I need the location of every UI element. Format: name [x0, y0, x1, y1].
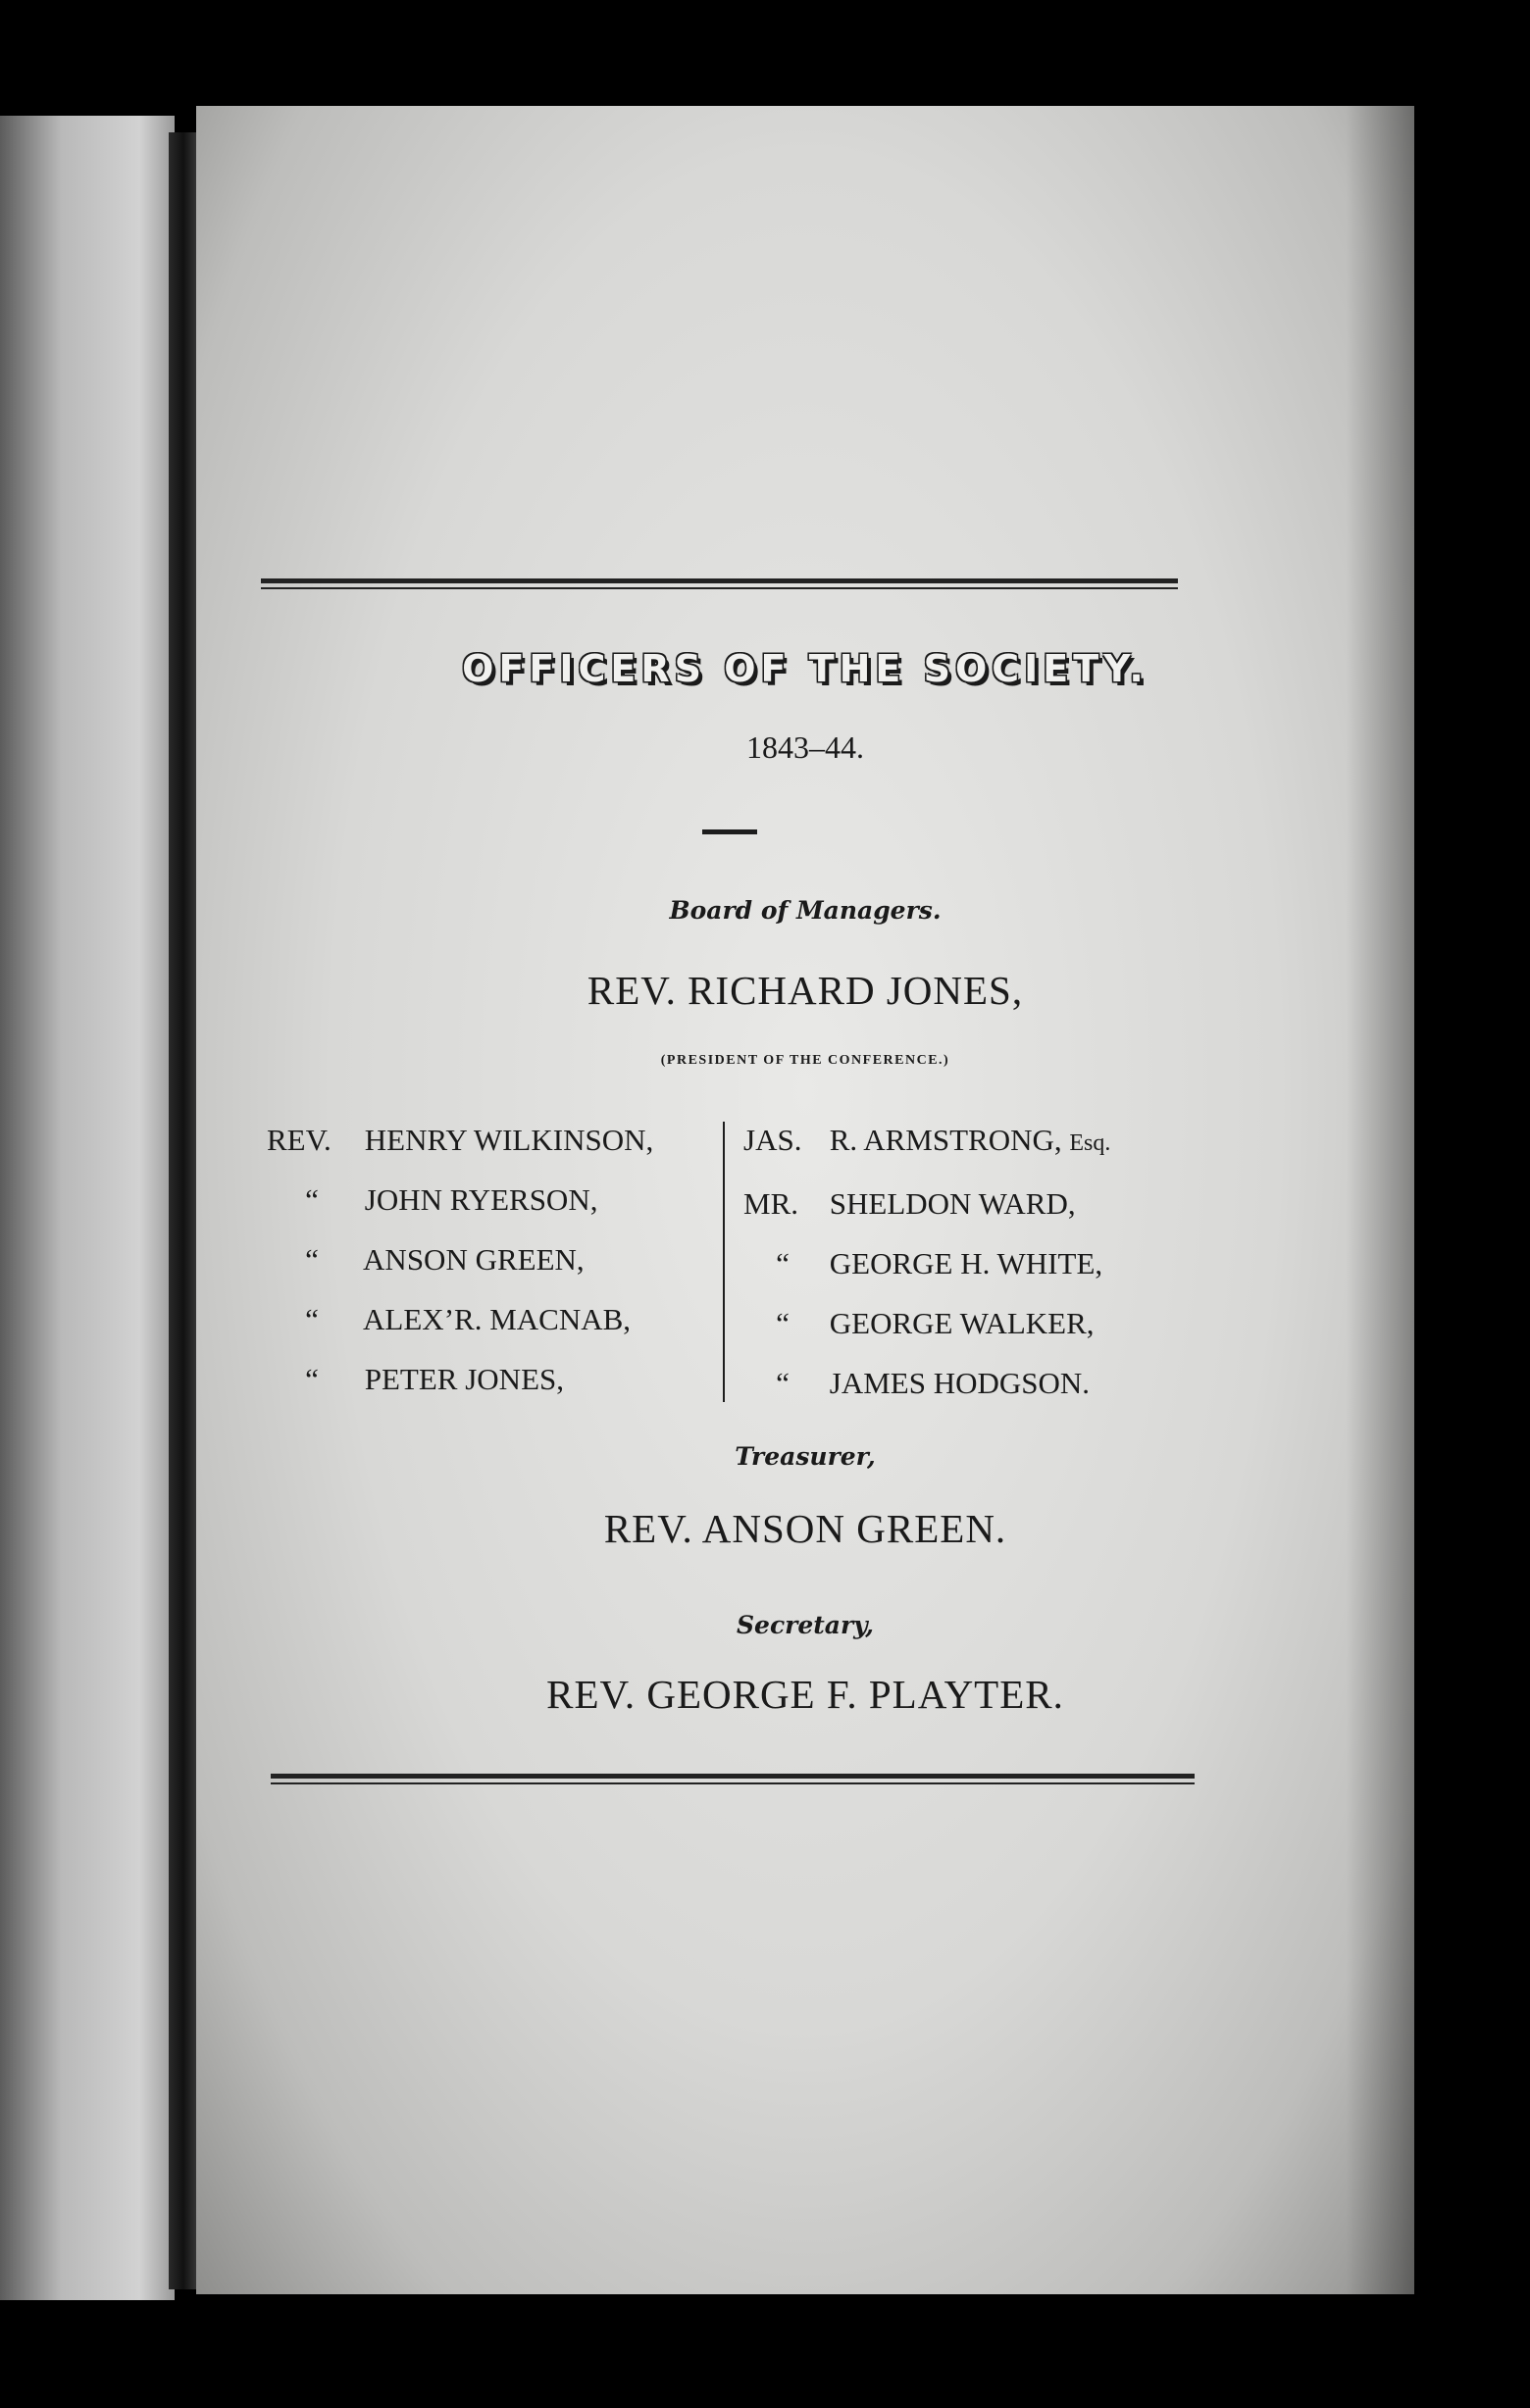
president-name: REV. RICHARD JONES,	[586, 968, 1024, 1013]
book-spine	[169, 132, 198, 2289]
ditto-mark: “	[305, 1242, 319, 1277]
top-double-rule	[261, 578, 1178, 589]
ditto-mark: “	[776, 1246, 790, 1280]
manager-entry	[743, 1174, 1110, 1233]
manager-name: JAMES HODGSON.	[829, 1366, 1091, 1400]
page-edge-shadow	[1346, 106, 1414, 2294]
managers-left-column	[267, 1110, 653, 1409]
manager-name: JOHN RYERSON,	[364, 1182, 598, 1217]
title-divider	[702, 829, 757, 834]
column-divider	[723, 1122, 725, 1402]
board-heading: Board of Managers.	[669, 896, 942, 925]
ditto-mark: “	[305, 1302, 319, 1336]
secretary-name: REV. GEORGE F. PLAYTER.	[546, 1672, 1064, 1717]
manager-entry	[743, 1293, 1110, 1353]
manager-suffix: Esq.	[1069, 1130, 1111, 1156]
bottom-double-rule	[271, 1774, 1195, 1784]
managers-right-column	[743, 1110, 1110, 1413]
ditto-mark: “	[776, 1366, 790, 1400]
president-note: (PRESIDENT OF THE CONFERENCE.)	[660, 1053, 950, 1068]
manager-name: PETER JONES,	[364, 1362, 564, 1396]
manager-name: SHELDON WARD,	[829, 1186, 1076, 1221]
ditto-mark: “	[776, 1306, 790, 1340]
manager-entry	[743, 1233, 1110, 1293]
manager-entry	[267, 1229, 653, 1289]
manager-name: ANSON GREEN,	[363, 1242, 585, 1277]
ditto-mark: “	[305, 1362, 319, 1396]
secretary-heading: Secretary,	[736, 1611, 874, 1639]
treasurer-name: REV. ANSON GREEN.	[603, 1506, 1007, 1551]
manager-prefix: JAS.	[743, 1123, 802, 1157]
manager-name: GEORGE H. WHITE,	[829, 1246, 1103, 1280]
ditto-mark: “	[305, 1182, 319, 1217]
manager-entry	[267, 1349, 653, 1409]
manager-entry	[743, 1110, 1110, 1174]
manager-entry	[267, 1110, 653, 1170]
manager-name: GEORGE WALKER,	[829, 1306, 1095, 1340]
document-page	[196, 106, 1414, 2294]
manager-name: R. ARMSTRONG,	[829, 1123, 1062, 1157]
manager-prefix: REV.	[267, 1123, 332, 1157]
facing-page	[0, 116, 175, 2300]
manager-entry	[267, 1170, 653, 1229]
manager-entry	[743, 1353, 1110, 1413]
term-years: 1843–44.	[746, 729, 864, 765]
treasurer-heading: Treasurer,	[735, 1442, 876, 1471]
manager-name: ALEX’R. MACNAB,	[363, 1302, 632, 1336]
manager-entry	[267, 1289, 653, 1349]
manager-name: HENRY WILKINSON,	[364, 1123, 654, 1157]
page-title: OFFICERS OF THE SOCIETY.	[462, 647, 1148, 690]
manager-prefix: MR.	[743, 1186, 798, 1221]
